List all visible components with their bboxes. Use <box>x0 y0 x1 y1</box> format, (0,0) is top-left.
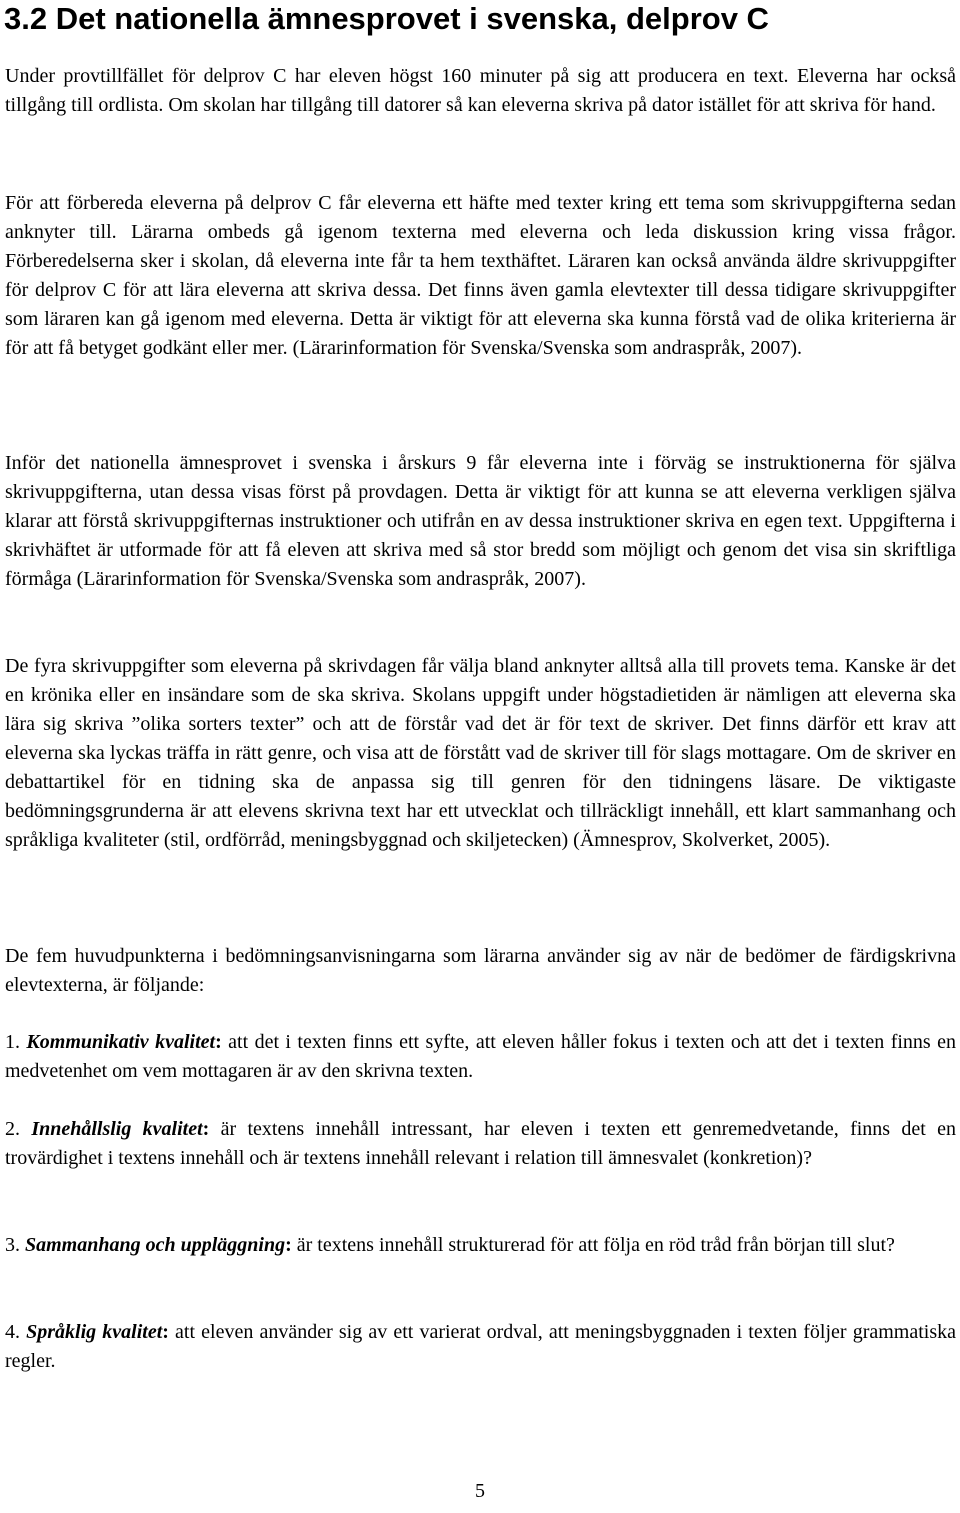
paragraph-writing-tasks: De fyra skrivuppgifter som eleverna på skrivdagen får välja bland anknyter alltså alla till provets tema. Kanske är det en krönika eller en insändare som de ska skriva. Skolans uppgift under högstadietiden är nämligen att eleverna ska lära sig skriva ”olika sorters texter” och att de förstår vad det är för text de skriver. Det finns därför ett krav att eleverna ska lyckas träffa in rätt genre, och visa att de förstått vad de skriver till för slags mottagare. Om de skriver en debattartikel för en tidning ska de anpassa sig till genren för den tidningens läsare. De viktigaste bedömningsgrunderna är att elevens skrivna text har ett utvecklat och tillräckligt innehåll, ett klart sammanhang och språkliga kvaliteter (stil, ordförråd, meningsbyggnad och skiljetecken) (Ämnesprov, Skolverket, 2005). <box>5 655 956 851</box>
criterion-number: 1. <box>5 1031 20 1053</box>
criterion-number: 3. <box>5 1234 20 1256</box>
page-number: 5 <box>475 1480 485 1502</box>
criterion-text: är textens innehåll intressant, har eleven i texten ett genremedvetande, finns det en trovärdighet i textens innehåll och är textens innehåll relevant i relation till ämnesvalet (konkretion)? <box>5 1118 957 1169</box>
criterion-item <box>5 1318 956 1376</box>
criterion-item <box>5 1231 956 1260</box>
criterion-number: 4. <box>5 1321 20 1343</box>
paragraph-instructions: Inför det nationella ämnesprovet i svenska i årskurs 9 får eleverna inte i förväg se instruktionerna för själva skrivuppgifterna, utan dessa visas först på provdagen. Detta är viktigt för att kunna se att eleverna verkligen själva klarar att förstå skrivuppgifternas instruktioner och utifrån en av dessa instruktioner skriva en egen text. Uppgifterna i skrivhäftet är utformade för att få eleven att skriva med så stor bredd som möjligt och genom det visa sin skriftliga förmåga (Lärarinformation för Svenska/Svenska som andraspråk, 2007). <box>5 452 956 590</box>
section-heading: 3.2 Det nationella ämnesprovet i svenska, delprov C <box>4 1 769 36</box>
paragraph-preparation: För att förbereda eleverna på delprov C får eleverna ett häfte med texter kring ett tema som skrivuppgifterna sedan anknyter till. Lärarna ombeds gå igenom texterna med eleverna och leda diskussion kring vissa frågor. Förberedelserna sker i skolan, då eleverna inte får ta hem texthäftet. Läraren kan också använda äldre skrivuppgifter för delprov C för att lära eleverna att skriva dessa. Det finns även gamla elevtexter till dessa tidigare skrivuppgifter som läraren kan gå igenom med eleverna. Detta är viktigt för att eleverna ska kunna förstå vad de olika kriterierna är för att få betyget godkänt eller mer. (Lärarinformation för Svenska/Svenska som andraspråk, 2007). <box>5 192 956 359</box>
criterion-colon: : <box>162 1321 169 1343</box>
criterion-colon: : <box>285 1234 292 1256</box>
criterion-term: Innehållslig kvalitet <box>31 1118 203 1140</box>
paragraph-test-time: Under provtillfället för delprov C har eleven högst 160 minuter på sig att producera en text. Eleverna har också tillgång till ordlista. Om skolan har tillgång till datorer så kan eleverna skriva på dator istället för att skriva för hand. <box>5 65 956 116</box>
criterion-number: 2. <box>5 1118 20 1140</box>
criterion-colon: : <box>202 1118 210 1140</box>
criterion-colon: : <box>215 1031 222 1053</box>
criterion-text: att eleven använder sig av ett varierat ordval, att meningsbyggnaden i texten följer grammatiska regler. <box>5 1321 957 1372</box>
criterion-text: att det i texten finns ett syfte, att eleven håller fokus i texten och att det i texten finns en medvetenhet om vem mottagaren är av den skrivna texten. <box>5 1031 957 1082</box>
criterion-text: är textens innehåll strukturerad för att följa en röd tråd från början till slut? <box>296 1234 895 1256</box>
criterion-item <box>5 1028 956 1086</box>
criterion-item <box>5 1115 956 1173</box>
criterion-term: Kommunikativ kvalitet <box>26 1031 216 1053</box>
paragraph-criteria-intro: De fem huvudpunkterna i bedömningsanvisningarna som lärarna använder sig av när de bedömer de färdigskrivna elevtexterna, är följande: <box>5 945 956 996</box>
criterion-term: Sammanhang och uppläggning <box>25 1234 286 1256</box>
criterion-term: Språklig kvalitet <box>26 1321 163 1343</box>
